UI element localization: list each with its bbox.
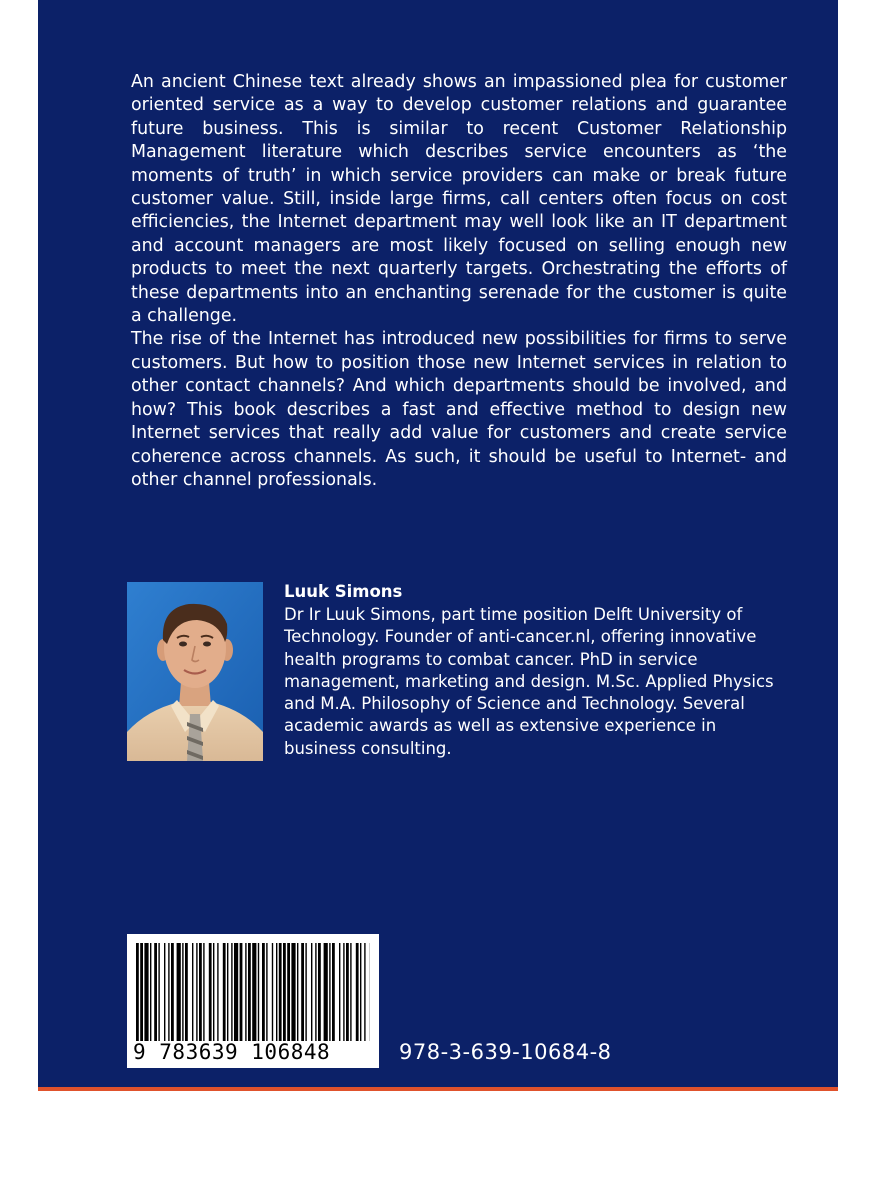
- barcode-bar: [311, 943, 312, 1041]
- barcode-bar: [150, 943, 151, 1041]
- barcode-bar: [171, 943, 174, 1041]
- barcode-bar: [258, 943, 259, 1041]
- barcode-bar: [213, 943, 214, 1041]
- blurb-text: [131, 71, 787, 492]
- barcode-bar: [164, 943, 165, 1041]
- barcode-bar: [364, 943, 365, 1041]
- barcode-bar: [360, 943, 361, 1041]
- barcode-bar: [356, 943, 359, 1041]
- barcode-bar: [272, 943, 273, 1041]
- barcode-bar: [332, 943, 335, 1041]
- barcode-bar: [144, 943, 148, 1041]
- barcode-bar: [279, 943, 282, 1041]
- barcode-bar: [154, 943, 157, 1041]
- barcode-bar: [287, 943, 290, 1041]
- barcode-bar: [252, 943, 256, 1041]
- barcode-bar: [324, 943, 328, 1041]
- author-name: Luuk Simons: [284, 582, 403, 601]
- barcode: [127, 934, 379, 1068]
- barcode-bar: [223, 943, 226, 1041]
- barcode-bar: [199, 943, 202, 1041]
- barcode-bar: [192, 943, 193, 1041]
- barcode-bar: [182, 943, 183, 1041]
- barcode-bar: [140, 943, 143, 1041]
- barcode-bar: [196, 943, 197, 1041]
- barcode-bar: [245, 943, 246, 1041]
- author-bio: Dr Ir Luuk Simons, part time position Delft University of Technology. Founder of anti-cancer.nl, offering innovative health programs to combat cancer. PhD in service management, marketing and design. M.Sc. Applied Physics and M.A. Philosophy of Science and Technology. Several academic awards as well as extensive experience in business consulting.: [284, 605, 774, 758]
- barcode-bars: [136, 943, 370, 1041]
- barcode-bar: [283, 943, 286, 1041]
- barcode-bar: [276, 943, 277, 1041]
- barcode-bar: [227, 943, 228, 1041]
- barcode-bar: [209, 943, 212, 1041]
- barcode-bar: [231, 943, 232, 1041]
- barcode-bar: [177, 943, 181, 1041]
- barcode-bar: [301, 943, 304, 1041]
- barcode-bar: [350, 943, 351, 1041]
- barcode-bar: [234, 943, 238, 1041]
- barcode-bar: [339, 943, 340, 1041]
- barcode-bar: [262, 943, 265, 1041]
- barcode-bar: [240, 943, 243, 1041]
- barcode-bar: [158, 943, 159, 1041]
- barcode-bar: [266, 943, 267, 1041]
- author-photo: [127, 582, 263, 761]
- barcode-bar: [346, 943, 349, 1041]
- barcode-bar: [305, 943, 306, 1041]
- barcode-bar: [343, 943, 344, 1041]
- isbn-number: 978-3-639-10684-8: [399, 1040, 612, 1064]
- barcode-bar: [329, 943, 330, 1041]
- barcode-bar: [136, 943, 139, 1041]
- barcode-bar: [217, 943, 218, 1041]
- barcode-bar: [248, 943, 251, 1041]
- blurb-paragraph-2: The rise of the Internet has introduced new possibilities for firms to serve customers. But how to position those new Internet services in relation to other contact channels? And which departments should be involved, and how? This book describes a fast and effective method to design new Internet services that really add value for customers and create service coherence across channels. As such, it should be useful to Internet- and other channel professionals.: [131, 329, 787, 490]
- accent-line: [38, 1087, 838, 1091]
- barcode-bar: [185, 943, 188, 1041]
- barcode-bar: [203, 943, 204, 1041]
- barcode-bar: [315, 943, 316, 1041]
- barcode-bar: [297, 943, 298, 1041]
- barcode-bar: [291, 943, 295, 1041]
- blurb-paragraph-1: An ancient Chinese text already shows an impassioned plea for customer oriented service as a way to develop customer relations and guarantee future business. This is similar to recent Customer Relationship Management literature which describes service encounters as ‘the moments of truth’ in which service providers can make or break future customer value. Still, inside large firms, call centers often focus on cost efficiencies, the Internet department may well look like an IT department and account managers are most likely focused on selling enough new products to meet the next quarterly targets. Orchestrating the efforts of these departments into an enchanting serenade for the customer is quite a challenge.: [131, 72, 787, 327]
- barcode-bar: [168, 943, 169, 1041]
- barcode-digits: 9 783639 106848: [133, 1040, 331, 1064]
- barcode-bar: [318, 943, 321, 1041]
